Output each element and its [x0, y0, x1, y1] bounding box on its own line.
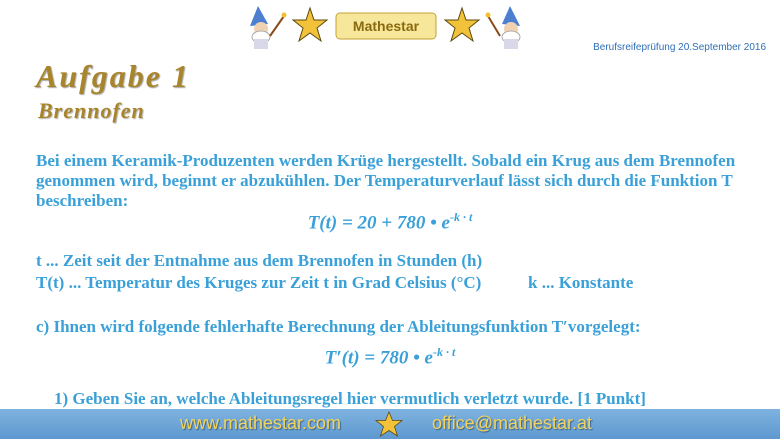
footer-star-icon	[374, 411, 404, 437]
footer	[0, 409, 780, 439]
star-left-icon	[293, 8, 327, 41]
definition-t: t ... Zeit seit der Entnahme aus dem Brennofen in Stunden (h)	[36, 251, 483, 270]
intro-text: Bei einem Keramik-Produzenten werden Krüge hergestellt. Sobald ein Krug aus dem Brennofen genommen wird, beginnt er abzukühlen. Der Temperaturverlauf lässt sich durch die Funktion T beschreiben:	[36, 151, 736, 210]
formula-derivative-base: T′(t) = 780 • e	[324, 347, 433, 369]
formula-temperature-exponent: -k · t	[449, 210, 473, 224]
formula-temperature-base: T(t) = 20 + 780 • e	[307, 212, 450, 234]
website-link[interactable]: www.mathestar.com	[180, 413, 342, 433]
header	[0, 0, 780, 56]
formula-derivative-exponent: -k · t	[432, 345, 456, 359]
part-c-text: c) Ihnen wird folgende fehlerhafte Berechnung der Ableitungsfunktion T′vorgelegt:	[36, 317, 641, 336]
task-subtitle: Brennofen	[38, 98, 145, 123]
task-1-text: 1) Geben Sie an, welche Ableitungsregel hier vermutlich verletzt wurde. [1 Punkt]	[54, 389, 646, 408]
formula-derivative	[0, 345, 780, 369]
email-link[interactable]: office@mathestar.at	[432, 413, 593, 433]
definition-T: T(t) ... Temperatur des Kruges zur Zeit t in Grad Celsius (°C)	[36, 273, 482, 292]
wizard-right-icon	[486, 6, 521, 49]
formula-temperature	[0, 210, 780, 234]
exam-date: Berufsreifeprüfung 20.September 2016	[593, 42, 766, 53]
star-right-icon	[445, 8, 479, 41]
mathestar-logo	[248, 4, 526, 50]
brand-label: Mathestar	[352, 18, 420, 34]
definition-k: k ... Konstante	[528, 273, 634, 292]
task-title: Aufgabe 1	[36, 58, 190, 94]
wizard-left-icon	[250, 6, 287, 49]
